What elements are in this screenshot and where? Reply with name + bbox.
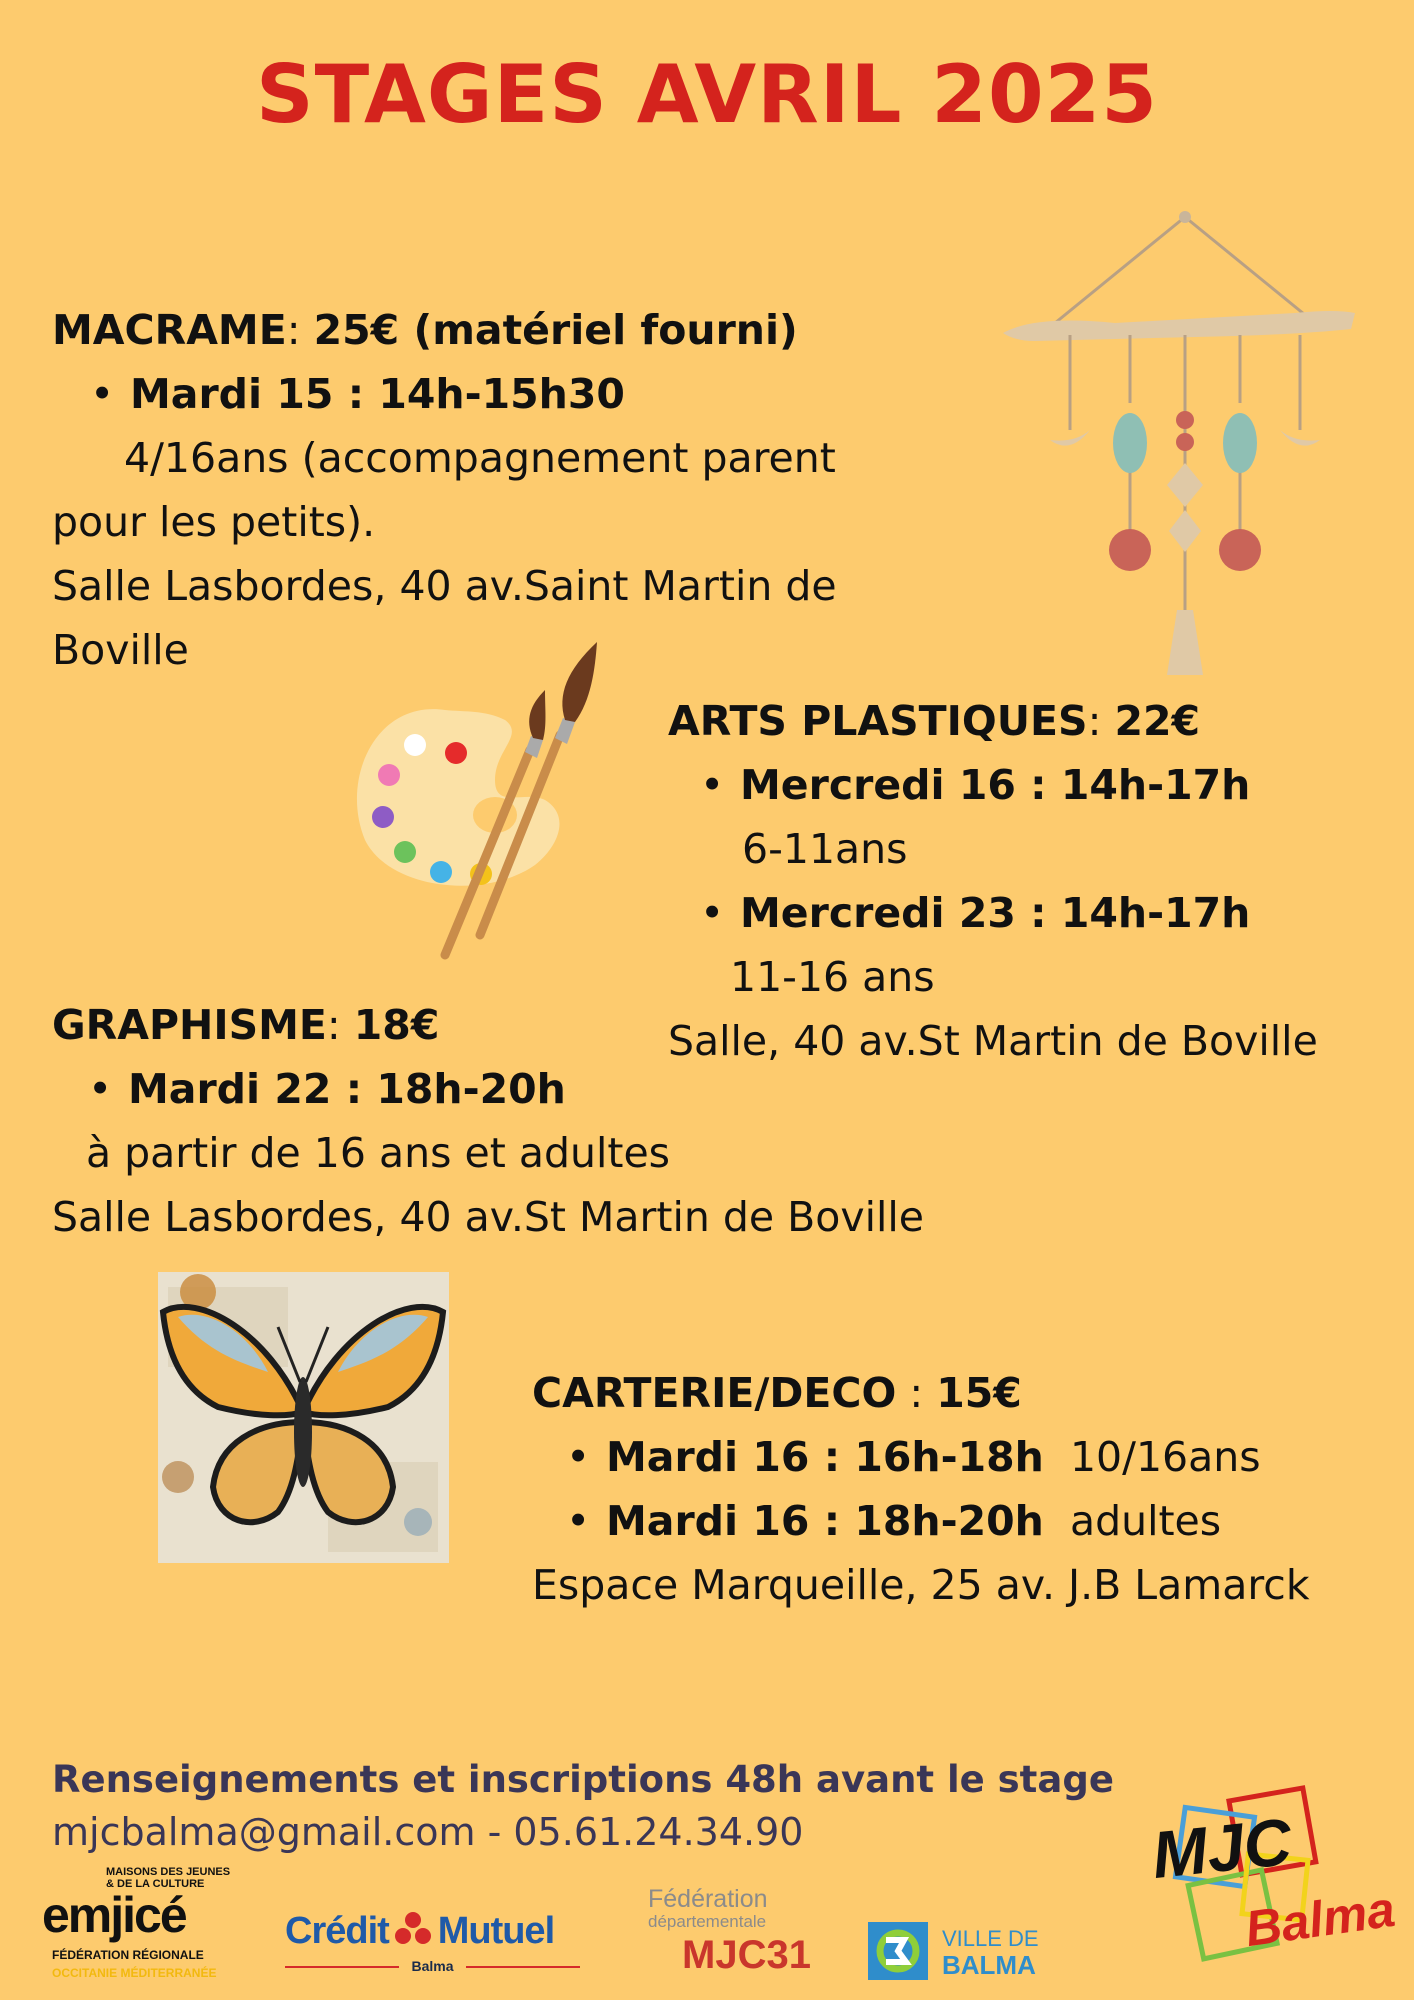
graphisme-session: Mardi 22 : 18h-20h (128, 1065, 566, 1113)
graphisme-age: à partir de 16 ans et adultes (86, 1129, 671, 1177)
macrame-age: 4/16ans (accompagnement parent (124, 434, 836, 482)
emjice-brand: emjicé (42, 1887, 186, 1943)
macrame-name: MACRAME (52, 306, 287, 354)
arts-section: ARTS PLASTIQUES: 22€ • Mercredi 16 : 14h-17h 6-11ans • Mercredi 23 : 14h-17h 11-16 ans Salle, 40 av.St Martin de Boville (668, 689, 1318, 1073)
arts-place: Salle, 40 av.St Martin de Boville (668, 1017, 1318, 1065)
arts-age-1: 6-11ans (742, 825, 908, 873)
carterie-age-2: adultes (1069, 1497, 1222, 1545)
macrame-session: Mardi 15 : 14h-15h30 (130, 370, 625, 418)
graphisme-price: 18€ (353, 1001, 440, 1049)
carterie-session-2: Mardi 16 : 18h-20h (606, 1497, 1044, 1545)
macrame-price: 25€ (matériel fourni) (313, 306, 798, 354)
credit-mutuel-logo: Crédit Mutuel Balma (285, 1910, 585, 1980)
macrame-place: Salle Lasbordes, 40 av.Saint Martin de (52, 562, 837, 610)
arts-age-2: 11-16 ans (730, 953, 935, 1001)
carterie-section: CARTERIE/DECO : 15€ • Mardi 16 : 16h-18h 10/16ans • Mardi 16 : 18h-20h adultes Espace Marqueille, 25 av. J.B Lamarck (532, 1361, 1310, 1617)
carterie-age-1: 10/16ans (1069, 1433, 1261, 1481)
contact-line[interactable]: mjcbalma@gmail.com - 05.61.24.34.90 (52, 1810, 804, 1854)
carterie-name: CARTERIE/DECO (532, 1369, 897, 1417)
arts-price: 22€ (1114, 697, 1201, 745)
paint-palette-icon (345, 640, 615, 960)
carterie-price: 15€ (936, 1369, 1022, 1417)
graphisme-name: GRAPHISME (52, 1001, 327, 1049)
federation-regionale-logo: MAISONS DES JEUNES & DE LA CULTURE emjicé FÉDÉRATION RÉGIONALE OCCITANIE MÉDITERRANÉE (42, 1866, 231, 1980)
contact-heading: Renseignements et inscriptions 48h avant le stage (52, 1758, 1114, 1801)
mjc-balma-logo: MJC Balma (1140, 1782, 1390, 1972)
page-title: STAGES AVRIL 2025 (256, 48, 1158, 141)
butterfly-image (158, 1272, 449, 1563)
carterie-session-1: Mardi 16 : 16h-18h (606, 1433, 1044, 1481)
credit-mutuel-emblem-icon (393, 1911, 433, 1945)
arts-session-1: Mercredi 16 : 14h-17h (740, 761, 1251, 809)
macrame-mobile-icon (995, 205, 1375, 685)
arts-name: ARTS PLASTIQUES (668, 697, 1088, 745)
ville-de-balma-logo: VILLE DE BALMA (868, 1922, 1068, 1982)
macrame-section: MACRAME: 25€ (matériel fourni) • Mardi 15 : 14h-15h30 4/16ans (accompagnement parent pour les petits). Salle Lasbordes, 40 av.Saint Martin de Boville (52, 306, 837, 674)
federation-departementale-logo: Fédération départementale MJC31 (648, 1885, 811, 1977)
graphisme-section: GRAPHISME: 18€ • Mardi 22 : 18h-20h à partir de 16 ans et adultes Salle Lasbordes, 40 av.St Martin de Boville (52, 993, 924, 1249)
graphisme-place: Salle Lasbordes, 40 av.St Martin de Boville (52, 1193, 925, 1241)
arts-session-2: Mercredi 23 : 14h-17h (740, 889, 1251, 937)
carterie-place: Espace Marqueille, 25 av. J.B Lamarck (532, 1561, 1310, 1609)
ville-balma-emblem-icon (868, 1922, 928, 1980)
